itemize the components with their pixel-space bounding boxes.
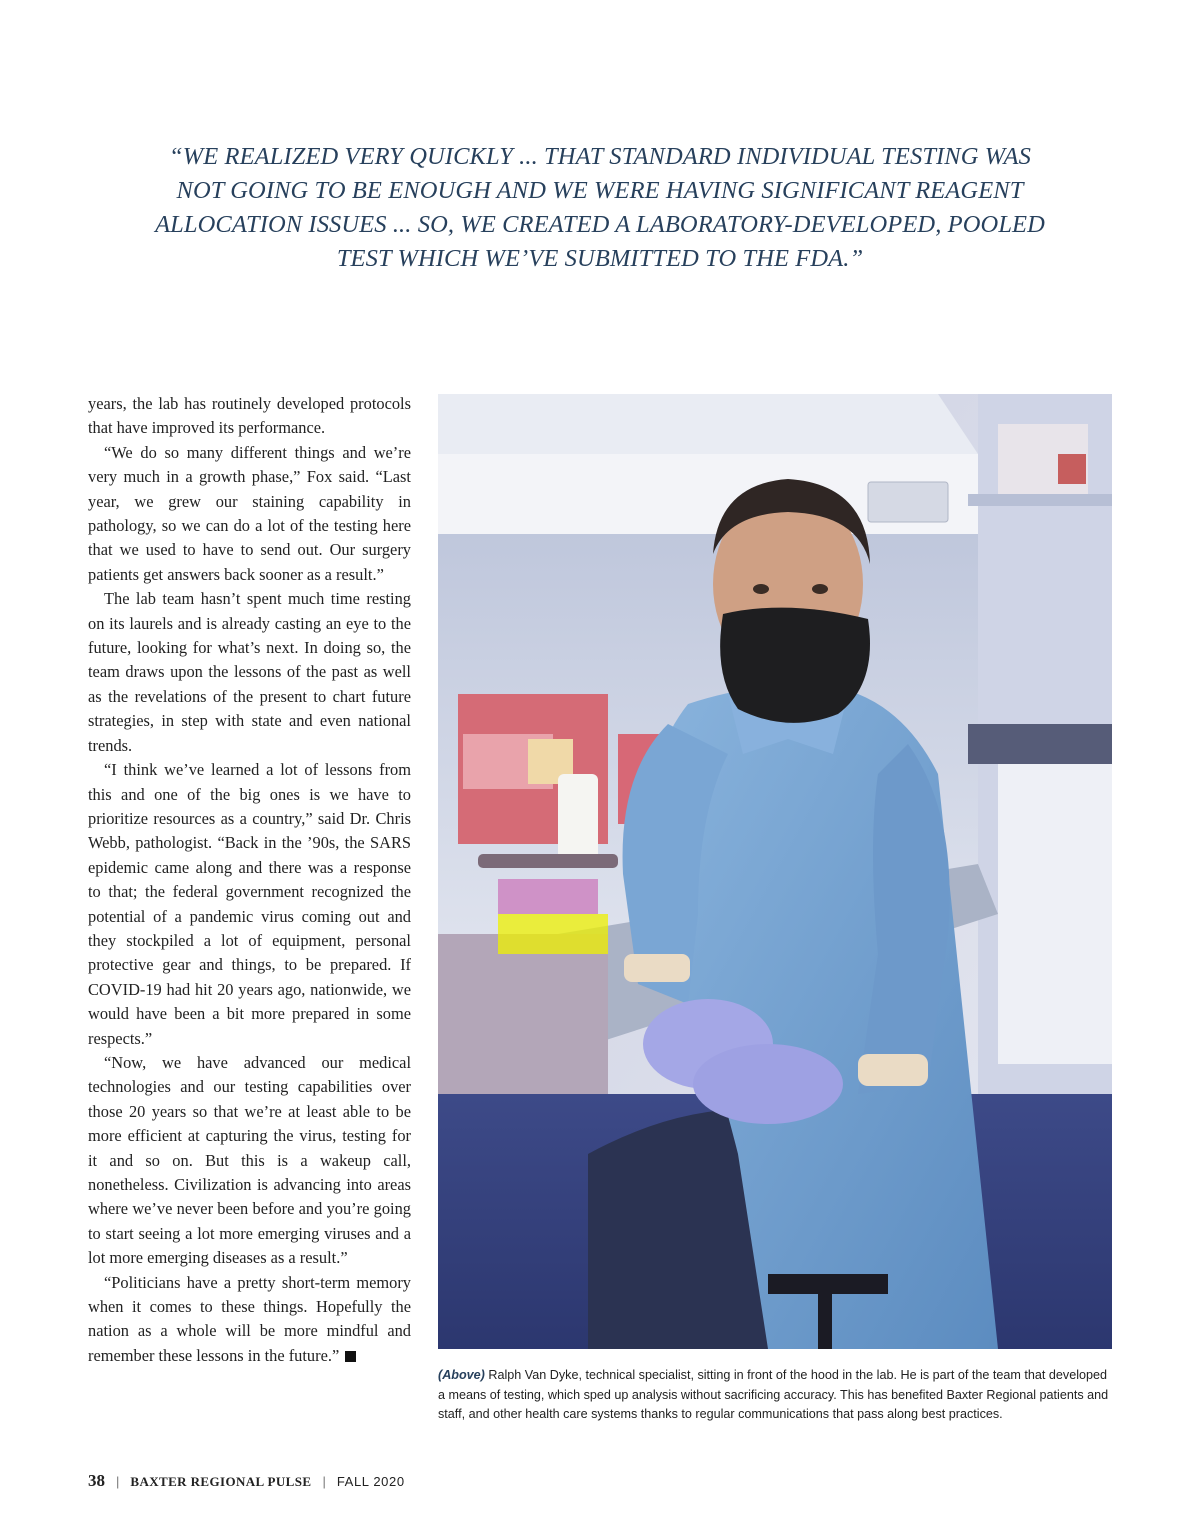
article-paragraph: “We do so many different things and we’re very much in a growth phase,” Fox said. “Last year, we grew our staining capability in pathology, so we can do a lot of the testing here that we used to have to send out. Our surgery patients get answers back sooner as a result.” <box>88 442 411 584</box>
article-paragraph: “Politicians have a pretty short-term memory when it comes to these things. Hopefully the nation as a whole will be more mindful and remember these lessons in the future.” <box>88 1272 411 1365</box>
pull-quote <box>140 140 1060 276</box>
footer-separator: | <box>322 1474 326 1489</box>
lab-photo-illustration <box>438 394 1112 1349</box>
article-paragraph-last <box>88 1271 411 1369</box>
article-paragraph: “Now, we have advanced our medical technologies and our testing capabilities over those 20 years so that we’re at least able to be more efficient at capturing the virus, testing for it and so on. But this is a wakeup call, nonetheless. Civilization is advancing into areas where we’ve never been before and you’re going to start seeing a lot more emerging viruses and a lot more emerging diseases as a result.” <box>88 1052 411 1268</box>
pull-quote-line: TEST WHICH WE’VE SUBMITTED TO THE FDA.” <box>336 245 864 272</box>
page-number: 38 <box>88 1471 105 1490</box>
end-mark-icon <box>345 1351 356 1362</box>
pull-quote-line: “WE REALIZED VERY QUICKLY ... THAT STANDARD INDIVIDUAL TESTING WAS <box>169 143 1031 170</box>
caption-lead: (Above) <box>438 1368 485 1382</box>
pull-quote-line: NOT GOING TO BE ENOUGH AND WE WERE HAVING SIGNIFICANT REAGENT <box>176 177 1024 204</box>
article-column <box>88 392 411 1368</box>
page-footer <box>88 1471 405 1495</box>
footer-separator: | <box>116 1474 120 1489</box>
article-paragraph: The lab team hasn’t spent much time resting on its laurels and is already casting an eye to the future, looking for what’s next. In doing so, the team draws upon the lessons of the past as well as the revelations of the present to chart future strategies, in step with state and even national trends. <box>88 589 411 755</box>
photo-caption <box>438 1366 1112 1425</box>
pull-quote-line: ALLOCATION ISSUES ... SO, WE CREATED A LABORATORY-DEVELOPED, POOLED <box>155 211 1045 238</box>
caption-text: Ralph Van Dyke, technical specialist, sitting in front of the hood in the lab. He is part of the team that developed a means of testing, which sped up analysis without sacrificing accuracy. This has benefited Baxter Regional patients and staff, and other health care systems thanks to regular communications that pass along best practices. <box>438 1368 1109 1422</box>
article-paragraph: “I think we’ve learned a lot of lessons from this and one of the big ones is we have to prioritize resources as a country,” said Dr. Chris Webb, pathologist. “Back in the ’90s, the SARS epidemic came along and there was a response to that; the federal government recognized the potential of a pandemic virus coming out and they stockpiled a lot of equipment, personal protective gear and things, to be prepared. If COVID-19 had hit 20 years ago, nationwide, we would have been a bit more prepared in some respects.” <box>88 760 411 1048</box>
lab-photo <box>438 394 1112 1349</box>
article-paragraph: years, the lab has routinely developed protocols that have improved its performance. <box>88 394 411 438</box>
publication-name: BAXTER REGIONAL PULSE <box>130 1474 312 1489</box>
issue-label: FALL 2020 <box>336 1474 405 1489</box>
